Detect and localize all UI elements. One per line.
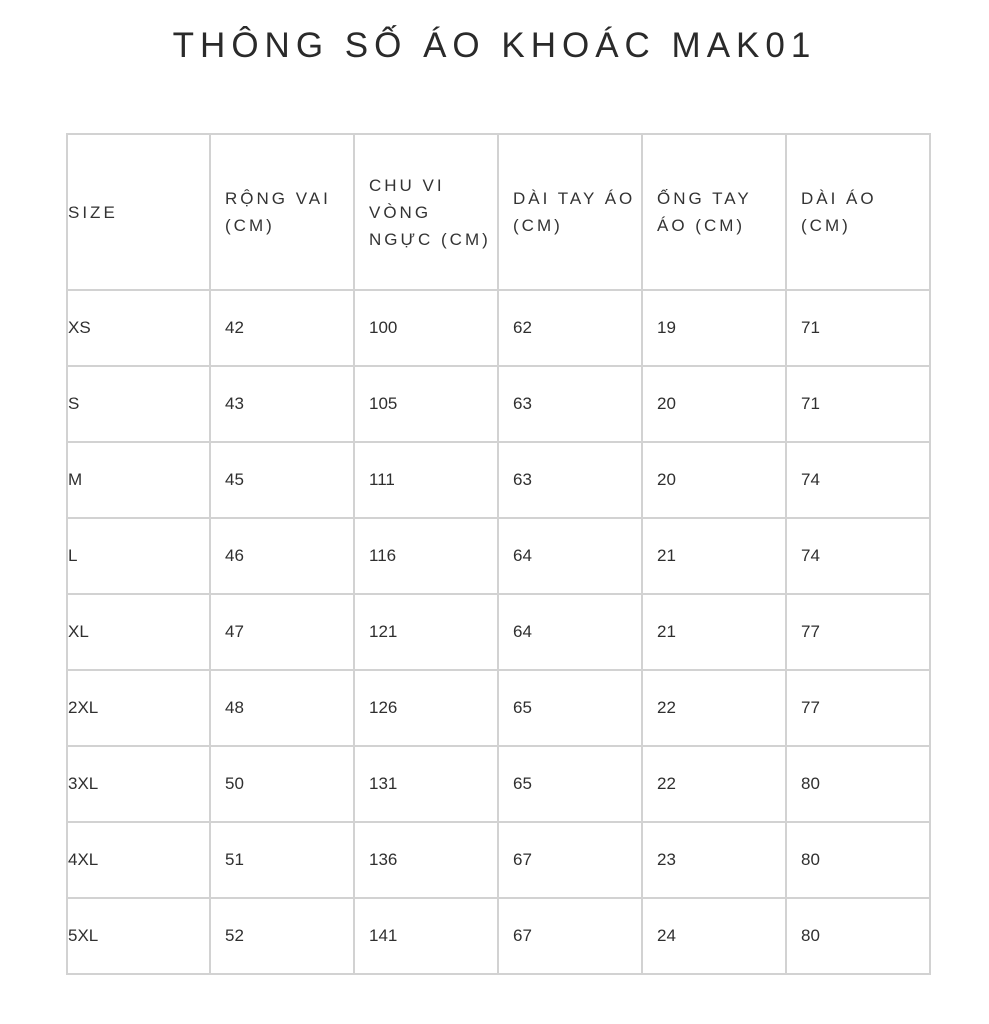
shoulder-width-cell: 52 <box>210 898 354 974</box>
table-row <box>67 366 930 442</box>
table-row <box>67 518 930 594</box>
body-length-cell: 80 <box>786 746 930 822</box>
table-row <box>67 442 930 518</box>
shoulder-width-cell: 43 <box>210 366 354 442</box>
table-row <box>67 898 930 974</box>
shoulder-width-cell: 51 <box>210 822 354 898</box>
shoulder-width-cell: 48 <box>210 670 354 746</box>
size-cell: M <box>67 442 210 518</box>
sleeve-length-cell: 64 <box>498 594 642 670</box>
body-length-cell: 80 <box>786 822 930 898</box>
chest-cell: 105 <box>354 366 498 442</box>
sleeve-opening-cell: 21 <box>642 594 786 670</box>
table-row <box>67 670 930 746</box>
sleeve-opening-cell: 22 <box>642 670 786 746</box>
sleeve-length-cell: 67 <box>498 898 642 974</box>
body-length-cell: 71 <box>786 290 930 366</box>
header-shoulder-width: RỘNG VAI (CM) <box>210 134 354 290</box>
size-cell: S <box>67 366 210 442</box>
sleeve-length-cell: 65 <box>498 670 642 746</box>
size-cell: XL <box>67 594 210 670</box>
sleeve-opening-cell: 22 <box>642 746 786 822</box>
size-cell: XS <box>67 290 210 366</box>
sleeve-opening-cell: 20 <box>642 366 786 442</box>
sleeve-length-cell: 62 <box>498 290 642 366</box>
size-cell: 3XL <box>67 746 210 822</box>
sleeve-length-cell: 63 <box>498 366 642 442</box>
table-header-row <box>67 134 930 290</box>
page-title: THÔNG SỐ ÁO KHOÁC MAK01 <box>172 26 817 65</box>
sleeve-opening-cell: 24 <box>642 898 786 974</box>
body-length-cell: 80 <box>786 898 930 974</box>
sleeve-length-cell: 63 <box>498 442 642 518</box>
shoulder-width-cell: 46 <box>210 518 354 594</box>
shoulder-width-cell: 45 <box>210 442 354 518</box>
table-row <box>67 594 930 670</box>
sleeve-length-cell: 64 <box>498 518 642 594</box>
sleeve-length-cell: 67 <box>498 822 642 898</box>
size-cell: L <box>67 518 210 594</box>
body-length-cell: 71 <box>786 366 930 442</box>
chest-cell: 100 <box>354 290 498 366</box>
header-chest-circumference: CHU VI VÒNG NGỰC (CM) <box>354 134 498 290</box>
sleeve-length-cell: 65 <box>498 746 642 822</box>
chest-cell: 121 <box>354 594 498 670</box>
chest-cell: 111 <box>354 442 498 518</box>
header-sleeve-opening: ỐNG TAY ÁO (CM) <box>642 134 786 290</box>
size-cell: 5XL <box>67 898 210 974</box>
shoulder-width-cell: 50 <box>210 746 354 822</box>
shoulder-width-cell: 47 <box>210 594 354 670</box>
chest-cell: 126 <box>354 670 498 746</box>
size-cell: 4XL <box>67 822 210 898</box>
body-length-cell: 74 <box>786 442 930 518</box>
table-row <box>67 746 930 822</box>
size-cell: 2XL <box>67 670 210 746</box>
chest-cell: 141 <box>354 898 498 974</box>
chest-cell: 116 <box>354 518 498 594</box>
header-body-length: DÀI ÁO (CM) <box>786 134 930 290</box>
chest-cell: 136 <box>354 822 498 898</box>
sleeve-opening-cell: 21 <box>642 518 786 594</box>
table-row <box>67 290 930 366</box>
chest-cell: 131 <box>354 746 498 822</box>
body-length-cell: 77 <box>786 670 930 746</box>
sleeve-opening-cell: 23 <box>642 822 786 898</box>
body-length-cell: 74 <box>786 518 930 594</box>
body-length-cell: 77 <box>786 594 930 670</box>
size-table <box>66 133 931 975</box>
shoulder-width-cell: 42 <box>210 290 354 366</box>
header-size: SIZE <box>67 134 210 290</box>
sleeve-opening-cell: 19 <box>642 290 786 366</box>
sleeve-opening-cell: 20 <box>642 442 786 518</box>
size-table-body <box>67 134 930 974</box>
header-sleeve-length: DÀI TAY ÁO (CM) <box>498 134 642 290</box>
table-row <box>67 822 930 898</box>
